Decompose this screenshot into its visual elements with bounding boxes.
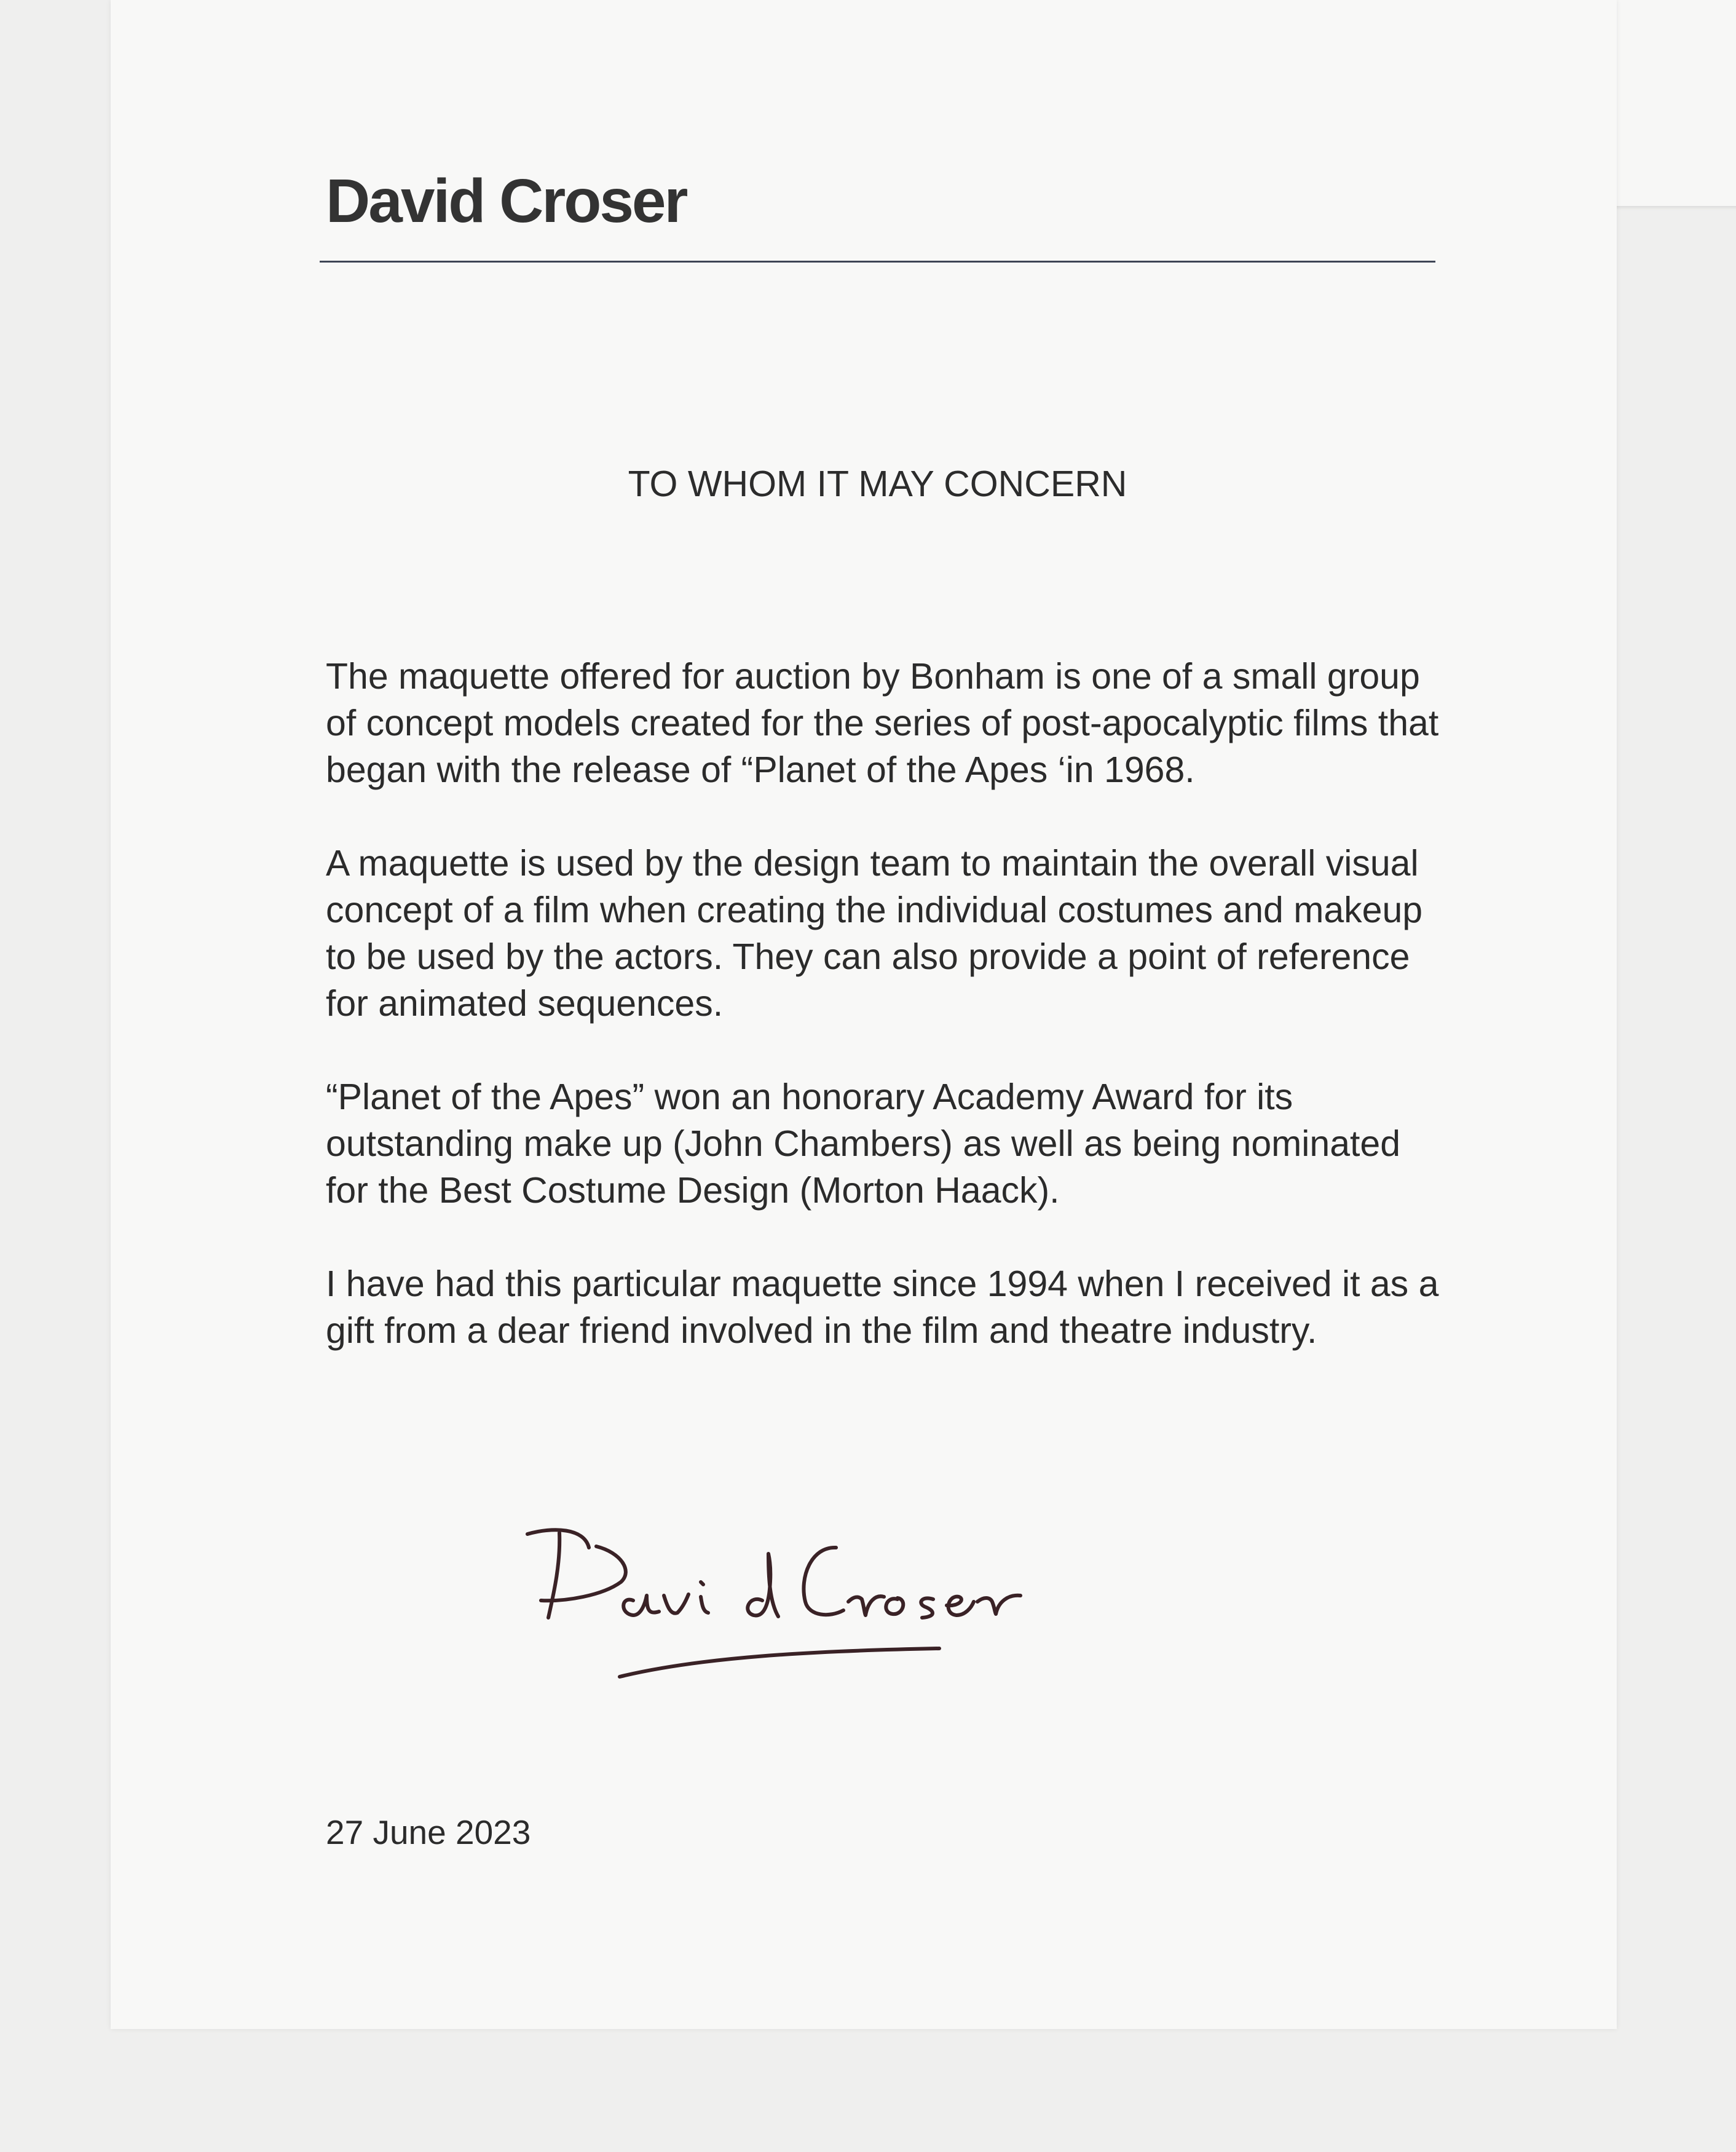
body-paragraph: A maquette is used by the design team to maintain the overall visual concept of a film when creating the individual costumes and makeup to be used by the actors. They can also provide a point of reference for animated sequences. bbox=[326, 843, 1423, 1024]
body-paragraph: I have had this particular maquette since 1994 when I received it as a gift from a dear friend involved in the film and theatre industry. bbox=[326, 1264, 1439, 1351]
handwritten-signature bbox=[516, 1509, 1107, 1688]
letterhead-name: David Croser bbox=[326, 167, 687, 235]
body-paragraph: The maquette offered for auction by Bonham is one of a small group of concept models created for the series of post-apocalyptic films that began with the release of “Planet of the Apes ‘in 1968. bbox=[326, 656, 1439, 790]
letter-body bbox=[326, 653, 1445, 1401]
letterhead-divider bbox=[320, 261, 1435, 263]
salutation: TO WHOM IT MAY CONCERN bbox=[628, 464, 1127, 504]
body-paragraph: “Planet of the Apes” won an honorary Academy Award for its outstanding make up (John Chambers) as well as being nominated for the Best Costume Design (Morton Haack). bbox=[326, 1077, 1401, 1211]
letter-date: 27 June 2023 bbox=[326, 1813, 531, 1851]
letter-page bbox=[111, 0, 1617, 2029]
